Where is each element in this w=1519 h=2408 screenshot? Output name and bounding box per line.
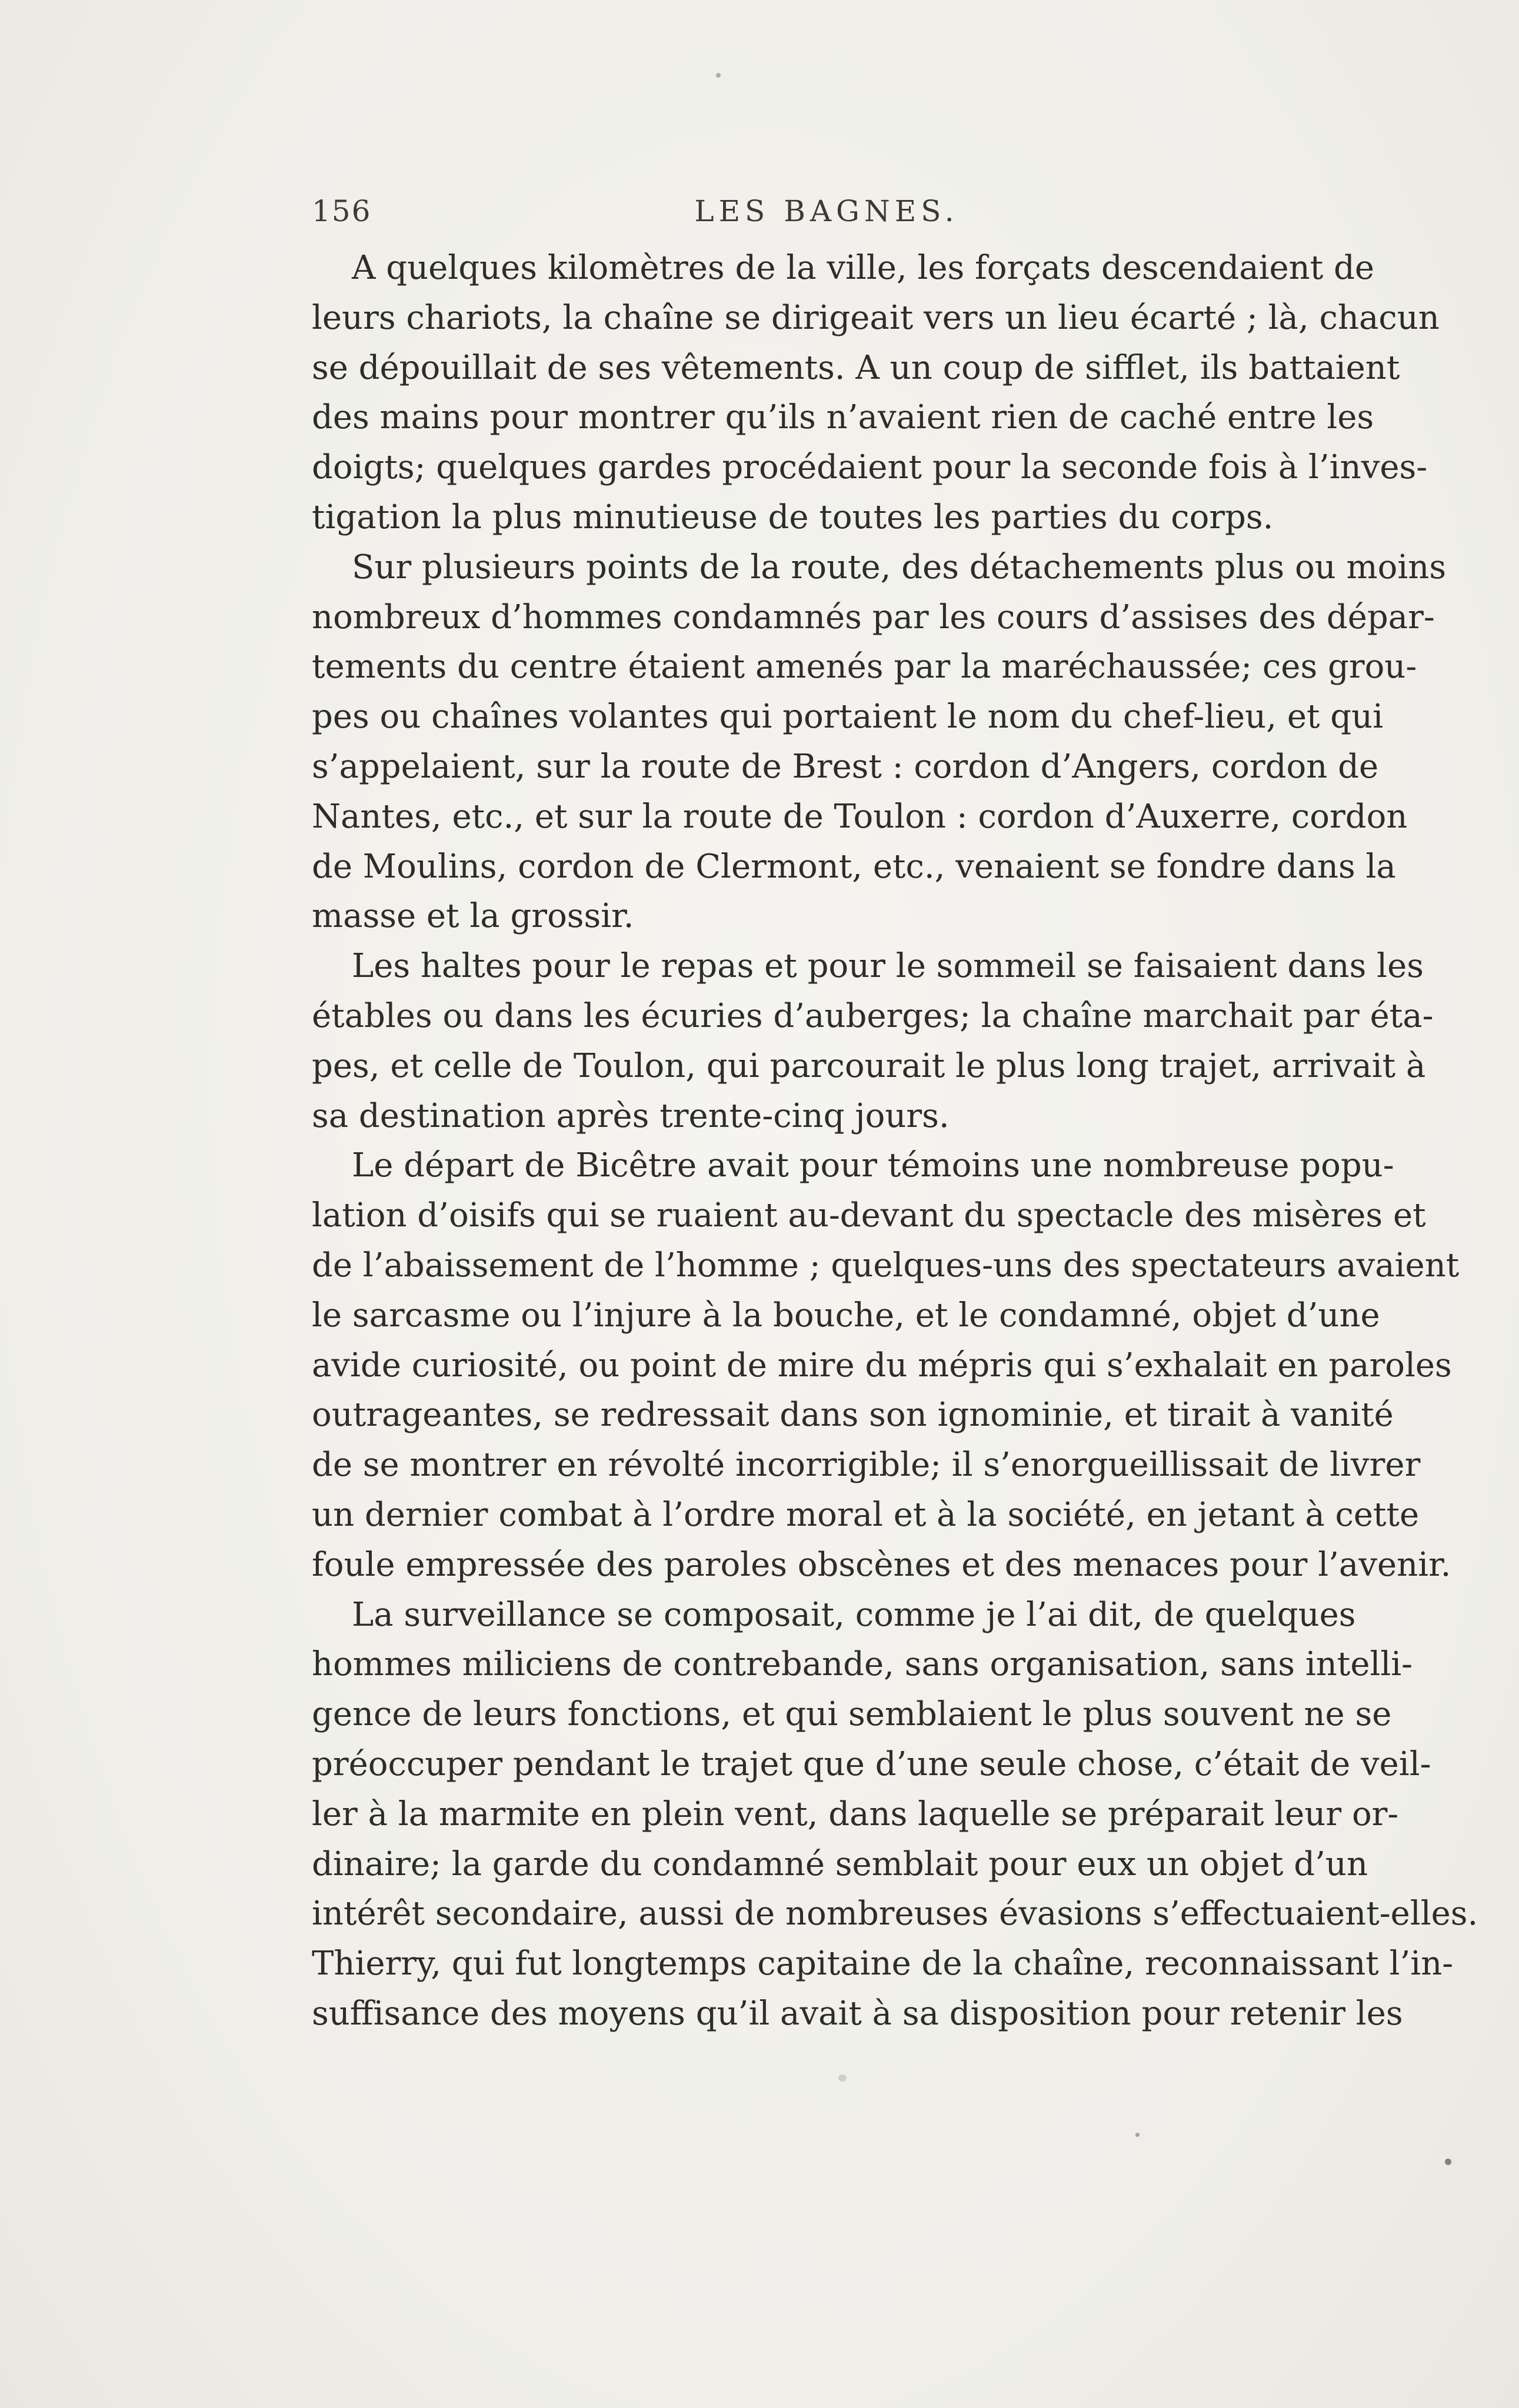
text-line: des mains pour montrer qu’ils n’avaient rien de caché entre les	[312, 398, 1374, 437]
body-text	[312, 244, 1478, 2039]
text-line: doigts; quelques gardes procédaient pour la seconde fois à l’inves-	[312, 448, 1428, 487]
text-line: outrageantes, se redressait dans son ignominie, et tirait à vanité	[312, 1396, 1394, 1435]
paper-speck	[1445, 2159, 1451, 2165]
paragraph-2	[312, 543, 1447, 942]
text-line: leurs chariots, la chaîne se dirigeait vers un lieu écarté ; là, chacun	[312, 298, 1440, 337]
text-line: suffisance des moyens qu’il avait à sa disposition pour retenir les	[312, 1994, 1403, 2033]
text-line: de l’abaissement de l’homme ; quelques-uns des spectateurs avaient	[312, 1246, 1460, 1285]
paper-speck	[716, 73, 721, 78]
running-title: LES BAGNES.	[694, 194, 959, 228]
text-line: se dépouillait de ses vêtements. A un coup de sifflet, ils battaient	[312, 348, 1400, 387]
text-line: pes, et celle de Toulon, qui parcourait le plus long trajet, arrivait à	[312, 1046, 1426, 1085]
text-line: foule empressée des paroles obscènes et des menaces pour l’avenir.	[312, 1545, 1451, 1584]
text-line: tigation la plus minutieuse de toutes les parties du corps.	[312, 498, 1274, 536]
paragraph-3	[312, 942, 1434, 1141]
page-header	[312, 194, 1341, 241]
text-line: tements du centre étaient amenés par la maréchaussée; ces grou-	[312, 648, 1417, 686]
text-line: Sur plusieurs points de la route, des détachements plus ou moins	[352, 548, 1447, 586]
text-line: le sarcasme ou l’injure à la bouche, et le condamné, objet d’une	[312, 1296, 1380, 1335]
text-line: un dernier combat à l’ordre moral et à la société, en jetant à cette	[312, 1495, 1420, 1534]
text-line: La surveillance se composait, comme je l’ai dit, de quelques	[352, 1595, 1356, 1634]
text-line: pes ou chaînes volantes qui portaient le nom du chef-lieu, et qui	[312, 698, 1384, 736]
text-line: de Moulins, cordon de Clermont, etc., venaient se fondre dans la	[312, 847, 1396, 886]
text-line: gence de leurs fonctions, et qui semblaient le plus souvent ne se	[312, 1695, 1392, 1734]
text-line: intérêt secondaire, aussi de nombreuses évasions s’effectuaient-elles.	[312, 1895, 1478, 1933]
text-line: hommes miliciens de contrebande, sans organisation, sans intelli-	[312, 1645, 1413, 1684]
text-line: A quelques kilomètres de la ville, les forçats descendaient de	[352, 249, 1374, 287]
text-line: Thierry, qui fut longtemps capitaine de la chaîne, reconnaissant l’in-	[312, 1945, 1454, 1983]
paragraph-5	[312, 1590, 1478, 2039]
text-line: Les haltes pour le repas et pour le sommeil se faisaient dans les	[352, 947, 1424, 986]
text-line: de se montrer en révolté incorrigible; il s’enorgueillissait de livrer	[312, 1446, 1421, 1485]
text-line: lation d’oisifs qui se ruaient au-devant du spectacle des misères et	[312, 1196, 1426, 1235]
text-line: dinaire; la garde du condamné semblait pour eux un objet d’un	[312, 1845, 1368, 1883]
text-line: sa destination après trente-cinq jours.	[312, 1096, 950, 1135]
paragraph-4	[312, 1141, 1460, 1590]
text-line: nombreux d’hommes condamnés par les cours d’assises des dépar-	[312, 598, 1435, 636]
text-line: s’appelaient, sur la route de Brest : cordon d’Angers, cordon de	[312, 747, 1379, 786]
text-line: ler à la marmite en plein vent, dans laquelle se préparait leur or-	[312, 1795, 1399, 1833]
text-line: avide curiosité, ou point de mire du mépris qui s’exhalait en paroles	[312, 1346, 1452, 1385]
text-line: étables ou dans les écuries d’auberges; la chaîne marchait par éta-	[312, 996, 1434, 1035]
text-line: Nantes, etc., et sur la route de Toulon : cordon d’Auxerre, cordon	[312, 797, 1408, 836]
text-line: Le départ de Bicêtre avait pour témoins une nombreuse popu-	[352, 1146, 1394, 1185]
text-line: masse et la grossir.	[312, 897, 634, 936]
page-number: 156	[312, 194, 372, 228]
paragraph-1	[312, 244, 1440, 543]
text-line: préoccuper pendant le trajet que d’une seule chose, c’était de veil-	[312, 1745, 1431, 1783]
paper-speck	[1135, 2133, 1140, 2137]
paper-speck	[838, 2075, 847, 2082]
